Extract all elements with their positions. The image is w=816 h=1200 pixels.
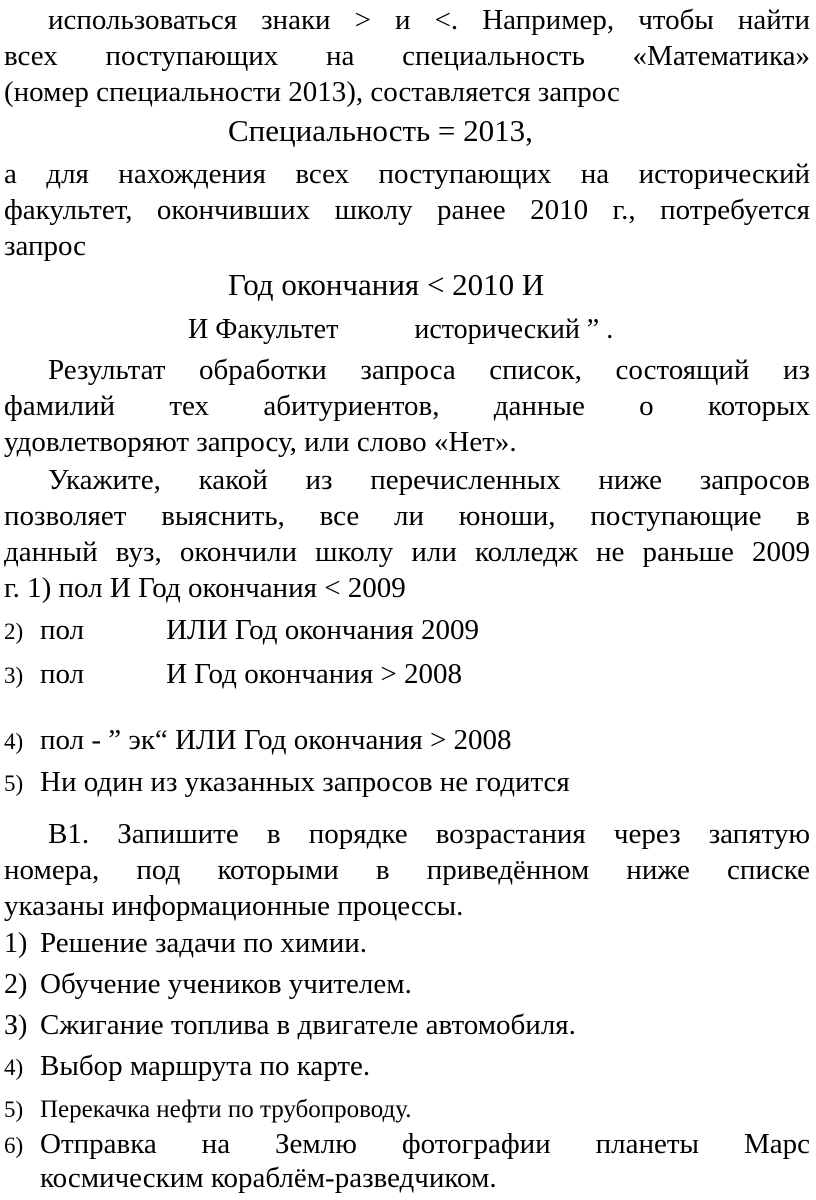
b1-item-3-number: З) bbox=[4, 1010, 28, 1041]
b1-item-2-number: 2) bbox=[4, 969, 28, 1000]
task-line-2: позволяет выяснить, все ли юноши, поступающие в bbox=[4, 500, 810, 532]
option-4-number: 4) bbox=[4, 729, 24, 754]
result-line-1: Результат обработки запроса список, состоящий из bbox=[48, 354, 810, 386]
task-line-3: данный вуз, окончили школу или колледж не раньше 2009 bbox=[4, 536, 810, 568]
query-faculty bbox=[188, 312, 810, 348]
option-4 bbox=[4, 722, 512, 760]
after-line-2: факультет, окончивших школу ранее 2010 г., потребуется bbox=[4, 194, 810, 226]
option-5-number: 5) bbox=[4, 771, 24, 796]
option-5 bbox=[4, 764, 570, 802]
b1-item-5-number: 5) bbox=[4, 1097, 24, 1122]
option-3 bbox=[4, 656, 462, 694]
result-line-2: фамилий тех абитуриентов, данные о которых bbox=[4, 390, 810, 422]
b1-item-1-text: Решение задачи по химии. bbox=[40, 927, 368, 959]
intro-line-2: всех поступающих на специальность «Математика» bbox=[4, 40, 810, 72]
b1-item-1 bbox=[4, 925, 367, 962]
b1-item-6-text: Отправка на Землю фотографии планеты Марс bbox=[40, 1128, 810, 1160]
b1-item-3 bbox=[4, 1007, 576, 1044]
option-2-condition: ИЛИ Год окончания 2009 bbox=[166, 614, 480, 646]
task-line-4: г. 1) пол И Год окончания < 2009 bbox=[4, 572, 406, 604]
intro-line-3: (номер специальности 2013), составляется запрос bbox=[4, 76, 620, 108]
option-3-field: пол bbox=[40, 658, 85, 690]
task-line-1: Укажите, какой из перечисленных ниже запросов bbox=[48, 464, 810, 496]
b1-line-3: указаны информационные процессы. bbox=[4, 890, 464, 922]
result-line-3: удовлетворяют запросу, или слово «Нет». bbox=[4, 426, 517, 458]
b1-item-5-text: Перекачка нефти по трубопроводу. bbox=[40, 1096, 412, 1123]
query-faculty-field: И Факультет bbox=[188, 314, 339, 345]
b1-item-3-text: Сжигание топлива в двигателе автомобиля. bbox=[40, 1009, 576, 1041]
query-specialty: Специальность = 2013, bbox=[228, 113, 533, 148]
b1-item-6-number: 6) bbox=[4, 1133, 24, 1158]
option-5-text: Ни один из указанных запросов не годится bbox=[40, 766, 570, 798]
option-3-condition: И Год окончания > 2008 bbox=[166, 658, 463, 690]
b1-line-2: номера, под которыми в приведённом ниже списке bbox=[4, 854, 810, 886]
option-2-number: 2) bbox=[4, 619, 24, 644]
option-2-field: пол bbox=[40, 614, 85, 646]
b1-item-5 bbox=[4, 1090, 412, 1128]
b1-item-6-continuation: космическим кораблём-разведчиком. bbox=[40, 1162, 497, 1194]
b1-line-1: В1. Запишите в порядке возрастания через запятую bbox=[48, 818, 810, 850]
option-2 bbox=[4, 612, 479, 650]
b1-item-1-number: 1) bbox=[4, 928, 28, 959]
option-3-number: 3) bbox=[4, 663, 24, 688]
b1-item-6 bbox=[4, 1126, 810, 1164]
query-year-line-1: Год окончания < 2010 И bbox=[228, 267, 545, 302]
option-4-text: пол - ” эк“ ИЛИ Год окончания > 2008 bbox=[40, 724, 512, 756]
b1-item-2-text: Обучение учеников учителем. bbox=[40, 968, 412, 1000]
b1-item-4-text: Выбор маршрута по карте. bbox=[40, 1050, 371, 1082]
query-faculty-value: исторический ” . bbox=[414, 314, 614, 345]
after-line-3: запрос bbox=[4, 230, 87, 262]
intro-line-1: использоваться знаки > и <. Например, чтобы найти bbox=[48, 4, 810, 36]
b1-item-4-number: 4) bbox=[4, 1055, 24, 1080]
after-line-1: а для нахождения всех поступающих на исторический bbox=[4, 158, 810, 190]
b1-item-4 bbox=[4, 1048, 370, 1086]
b1-item-2 bbox=[4, 966, 412, 1003]
